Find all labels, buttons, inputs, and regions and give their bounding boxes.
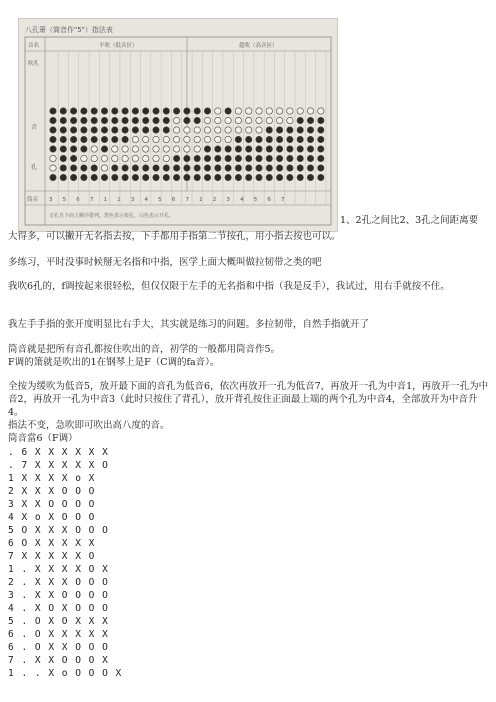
finger-hole-dot bbox=[101, 136, 107, 142]
finger-hole-dot bbox=[143, 136, 149, 142]
finger-hole-dot bbox=[122, 165, 128, 171]
finger-hole-dot bbox=[246, 146, 252, 152]
finger-hole-dot bbox=[307, 127, 313, 133]
finger-hole-dot bbox=[70, 108, 76, 114]
finger-hole-dot bbox=[297, 155, 303, 161]
finger-hole-dot bbox=[225, 146, 231, 152]
finger-hole-dot bbox=[173, 165, 179, 171]
finger-hole-dot bbox=[91, 136, 97, 142]
fingering-line: . 7 X X X X X O bbox=[8, 460, 109, 471]
finger-hole-dot bbox=[215, 165, 221, 171]
finger-hole-dot bbox=[50, 165, 56, 171]
finger-hole-dot bbox=[246, 117, 252, 123]
finger-hole-dot bbox=[60, 127, 66, 133]
finger-hole-dot bbox=[153, 174, 159, 180]
finger-hole-dot bbox=[122, 155, 128, 161]
finger-hole-dot bbox=[204, 117, 210, 123]
finger-hole-dot bbox=[204, 136, 210, 142]
fingering-line: 1 X X X X o X bbox=[8, 473, 96, 484]
finger-hole-dot bbox=[112, 117, 118, 123]
finger-hole-dot bbox=[91, 108, 97, 114]
finger-hole-dot bbox=[132, 108, 138, 114]
finger-hole-dot bbox=[297, 146, 303, 152]
paragraph-4: 我左手手指的张开度明显比右手大，其实就是练习的问题。多拉韧带，自然手指就开了 bbox=[8, 319, 370, 330]
finger-hole-dot bbox=[132, 136, 138, 142]
finger-hole-dot bbox=[101, 117, 107, 123]
finger-hole-dot bbox=[112, 127, 118, 133]
finger-hole-dot bbox=[256, 108, 262, 114]
finger-hole-dot bbox=[287, 117, 293, 123]
finger-hole-dot bbox=[153, 155, 159, 161]
finger-hole-dot bbox=[173, 117, 179, 123]
finger-hole-dot bbox=[132, 117, 138, 123]
fingering-line: 6 . O X X O O O bbox=[8, 642, 109, 653]
finger-hole-dot bbox=[256, 174, 262, 180]
finger-hole-dot bbox=[266, 165, 272, 171]
finger-hole-dot bbox=[204, 146, 210, 152]
finger-hole-dot bbox=[297, 174, 303, 180]
paragraph-5a: 筒音就是把所有音孔都按住吹出的音，初学的一般都用筒音作5。 bbox=[8, 344, 281, 355]
finger-hole-dot bbox=[70, 165, 76, 171]
finger-hole-dot bbox=[163, 165, 169, 171]
finger-hole-dot bbox=[246, 108, 252, 114]
finger-hole-dot bbox=[101, 108, 107, 114]
finger-hole-dot bbox=[318, 136, 324, 142]
finger-hole-dot bbox=[225, 165, 231, 171]
finger-hole-dot bbox=[256, 117, 262, 123]
finger-hole-dot bbox=[163, 155, 169, 161]
finger-hole-dot bbox=[225, 127, 231, 133]
finger-hole-dot bbox=[266, 136, 272, 142]
finger-hole-dot bbox=[122, 174, 128, 180]
finger-hole-dot bbox=[246, 174, 252, 180]
finger-hole-dot bbox=[266, 155, 272, 161]
finger-hole-dot bbox=[246, 127, 252, 133]
chart-left-label-0: 吹孔 bbox=[28, 61, 40, 67]
finger-hole-dot bbox=[143, 146, 149, 152]
fingering-chart-photo bbox=[18, 18, 338, 232]
finger-hole-dot bbox=[194, 165, 200, 171]
finger-hole-dot bbox=[235, 146, 241, 152]
chart-left-label-2: 孔 bbox=[31, 164, 38, 171]
finger-hole-dot bbox=[91, 174, 97, 180]
finger-hole-dot bbox=[287, 127, 293, 133]
finger-hole-dot bbox=[184, 174, 190, 180]
finger-hole-dot bbox=[246, 155, 252, 161]
finger-hole-dot bbox=[70, 136, 76, 142]
finger-hole-dot bbox=[184, 136, 190, 142]
finger-hole-dot bbox=[184, 146, 190, 152]
finger-hole-dot bbox=[194, 117, 200, 123]
chart-title: 八孔箫（筒音作"5"）指法表 bbox=[25, 26, 113, 34]
finger-hole-dot bbox=[143, 155, 149, 161]
finger-hole-dot bbox=[81, 127, 87, 133]
finger-hole-dot bbox=[122, 136, 128, 142]
finger-hole-dot bbox=[194, 108, 200, 114]
finger-hole-dot bbox=[318, 146, 324, 152]
finger-hole-dot bbox=[266, 117, 272, 123]
finger-hole-dot bbox=[112, 108, 118, 114]
finger-hole-dot bbox=[276, 127, 282, 133]
finger-hole-dot bbox=[91, 127, 97, 133]
fingering-line: 3 X X O O O O bbox=[8, 499, 96, 510]
finger-hole-dot bbox=[60, 146, 66, 152]
finger-hole-dot bbox=[318, 108, 324, 114]
paragraph-1-right: 1、2孔之间比2、3孔之间距离要 bbox=[340, 215, 479, 226]
finger-hole-dot bbox=[60, 155, 66, 161]
finger-hole-dot bbox=[81, 174, 87, 180]
finger-hole-dot bbox=[60, 136, 66, 142]
finger-hole-dot bbox=[256, 136, 262, 142]
finger-hole-dot bbox=[163, 108, 169, 114]
finger-hole-dot bbox=[91, 155, 97, 161]
finger-hole-dot bbox=[163, 117, 169, 123]
finger-hole-dot bbox=[184, 108, 190, 114]
finger-hole-dot bbox=[101, 127, 107, 133]
finger-hole-dot bbox=[225, 108, 231, 114]
finger-hole-dot bbox=[122, 146, 128, 152]
finger-hole-dot bbox=[163, 174, 169, 180]
finger-hole-dot bbox=[173, 146, 179, 152]
finger-hole-dot bbox=[184, 165, 190, 171]
finger-hole-dot bbox=[204, 155, 210, 161]
fingering-chart-image bbox=[19, 19, 337, 231]
finger-hole-dot bbox=[215, 155, 221, 161]
chart-bottom-digits: 3 5 6 7 1 2 3 4 5 6 7 1 2 3 4 5 6 7 bbox=[49, 197, 289, 203]
finger-hole-dot bbox=[50, 174, 56, 180]
finger-hole-dot bbox=[173, 155, 179, 161]
finger-hole-dot bbox=[163, 146, 169, 152]
finger-hole-dot bbox=[70, 155, 76, 161]
finger-hole-dot bbox=[287, 155, 293, 161]
chart-note: 音孔自下而上顺序排列，黑色表示按孔，白色表示开孔。 bbox=[49, 213, 175, 219]
finger-hole-dot bbox=[143, 127, 149, 133]
paragraph-7: 指法不变，急吹即可吹出高八度的音。 bbox=[8, 420, 170, 431]
finger-hole-dot bbox=[235, 127, 241, 133]
finger-hole-dot bbox=[276, 146, 282, 152]
finger-hole-dot bbox=[132, 174, 138, 180]
fingering-line: 4 . X O X O O O bbox=[8, 603, 109, 614]
finger-hole-dot bbox=[184, 117, 190, 123]
fingering-line: 1 . X X X X O X bbox=[8, 564, 109, 575]
finger-hole-dot bbox=[70, 117, 76, 123]
finger-hole-dot bbox=[122, 108, 128, 114]
finger-hole-dot bbox=[153, 136, 159, 142]
finger-hole-dot bbox=[50, 155, 56, 161]
finger-hole-dot bbox=[318, 174, 324, 180]
finger-hole-dot bbox=[50, 136, 56, 142]
finger-hole-dot bbox=[132, 165, 138, 171]
finger-hole-dot bbox=[153, 146, 159, 152]
finger-hole-dot bbox=[256, 146, 262, 152]
finger-hole-dot bbox=[184, 155, 190, 161]
finger-hole-dot bbox=[287, 174, 293, 180]
finger-hole-dot bbox=[225, 174, 231, 180]
finger-hole-dot bbox=[194, 136, 200, 142]
finger-hole-dot bbox=[101, 155, 107, 161]
paragraph-2: 多练习，平时没事时候掰无名指和中指，医学上面大概叫做拉韧带之类的吧 bbox=[8, 257, 322, 268]
finger-hole-dot bbox=[276, 155, 282, 161]
finger-hole-dot bbox=[101, 174, 107, 180]
finger-hole-dot bbox=[112, 174, 118, 180]
finger-hole-dot bbox=[318, 155, 324, 161]
finger-hole-dot bbox=[101, 146, 107, 152]
finger-hole-dot bbox=[307, 117, 313, 123]
paragraph-3: 我吹6孔的，f调按起来很轻松，但仅仅限于左手的无名指和中指（我是反手），我试过，用右手就按不住。 bbox=[8, 281, 450, 292]
finger-hole-dot bbox=[276, 136, 282, 142]
finger-hole-dot bbox=[225, 117, 231, 123]
finger-hole-dot bbox=[235, 174, 241, 180]
finger-hole-dot bbox=[297, 136, 303, 142]
finger-hole-dot bbox=[307, 136, 313, 142]
finger-hole-dot bbox=[215, 146, 221, 152]
finger-hole-dot bbox=[204, 108, 210, 114]
finger-hole-dot bbox=[122, 127, 128, 133]
fingering-line: 6 . O X X X X X bbox=[8, 629, 109, 640]
finger-hole-dot bbox=[204, 127, 210, 133]
chart-header-2: 超吹（高音区） bbox=[239, 43, 278, 49]
finger-hole-dot bbox=[91, 165, 97, 171]
finger-hole-dot bbox=[266, 127, 272, 133]
finger-hole-dot bbox=[143, 108, 149, 114]
paragraph-1-cont: 大得多，可以撇开无名指去按，下手都用手指第二节按孔，用小指去按也可以。 bbox=[8, 231, 341, 242]
finger-hole-dot bbox=[307, 174, 313, 180]
finger-hole-dot bbox=[287, 146, 293, 152]
finger-hole-dot bbox=[287, 136, 293, 142]
finger-hole-dot bbox=[153, 117, 159, 123]
finger-hole-dot bbox=[112, 165, 118, 171]
finger-hole-dot bbox=[81, 146, 87, 152]
fingering-line: 2 X X X O O O bbox=[8, 486, 96, 497]
finger-hole-dot bbox=[60, 108, 66, 114]
finger-hole-dot bbox=[215, 117, 221, 123]
chart-header-0: 音名 bbox=[28, 43, 40, 49]
finger-hole-dot bbox=[50, 146, 56, 152]
finger-hole-dot bbox=[318, 127, 324, 133]
finger-hole-dot bbox=[318, 165, 324, 171]
finger-hole-dot bbox=[163, 136, 169, 142]
fingering-line: 2 . X X X O O O bbox=[8, 577, 109, 588]
finger-hole-dot bbox=[246, 136, 252, 142]
finger-hole-dot bbox=[173, 127, 179, 133]
finger-hole-dot bbox=[91, 146, 97, 152]
paragraph-8: 筒音當6（F调） bbox=[8, 433, 78, 444]
finger-hole-dot bbox=[215, 127, 221, 133]
finger-hole-dot bbox=[307, 165, 313, 171]
finger-hole-dot bbox=[256, 165, 262, 171]
finger-hole-dot bbox=[132, 127, 138, 133]
finger-hole-dot bbox=[225, 136, 231, 142]
finger-hole-dot bbox=[153, 127, 159, 133]
finger-hole-dot bbox=[173, 136, 179, 142]
finger-hole-dot bbox=[235, 165, 241, 171]
finger-hole-dot bbox=[235, 136, 241, 142]
finger-hole-dot bbox=[204, 174, 210, 180]
finger-hole-dot bbox=[276, 108, 282, 114]
finger-hole-dot bbox=[163, 127, 169, 133]
finger-hole-dot bbox=[297, 108, 303, 114]
finger-hole-dot bbox=[143, 165, 149, 171]
finger-hole-dot bbox=[307, 146, 313, 152]
finger-hole-dot bbox=[112, 155, 118, 161]
finger-hole-dot bbox=[307, 108, 313, 114]
finger-hole-dot bbox=[276, 117, 282, 123]
finger-hole-dot bbox=[91, 117, 97, 123]
finger-hole-dot bbox=[70, 146, 76, 152]
finger-hole-dot bbox=[81, 165, 87, 171]
finger-hole-dot bbox=[215, 174, 221, 180]
finger-hole-dot bbox=[194, 127, 200, 133]
finger-hole-dot bbox=[101, 165, 107, 171]
chart-header-1: 平吹（低音区） bbox=[99, 43, 138, 49]
finger-hole-dot bbox=[50, 108, 56, 114]
finger-hole-dot bbox=[287, 165, 293, 171]
fingering-line: 1 . . X o O O O X bbox=[8, 668, 123, 679]
finger-hole-dot bbox=[143, 117, 149, 123]
fingering-line: . 6 X X X X X X bbox=[8, 447, 109, 458]
finger-hole-dot bbox=[287, 108, 293, 114]
finger-hole-dot bbox=[194, 146, 200, 152]
finger-hole-dot bbox=[132, 155, 138, 161]
fingering-line: 4 X o X O O O bbox=[8, 512, 96, 523]
finger-hole-dot bbox=[297, 117, 303, 123]
chart-left-label-1: 音 bbox=[31, 124, 38, 131]
fingering-line: 5 O X X X O O O bbox=[8, 525, 109, 536]
fingering-line: 6 O X X X X X bbox=[8, 538, 96, 549]
finger-hole-dot bbox=[235, 117, 241, 123]
finger-hole-dot bbox=[60, 174, 66, 180]
fingering-line: 7 X X X X X O bbox=[8, 551, 96, 562]
finger-hole-dot bbox=[184, 127, 190, 133]
finger-hole-dot bbox=[297, 127, 303, 133]
finger-hole-dot bbox=[112, 136, 118, 142]
finger-hole-dot bbox=[173, 108, 179, 114]
finger-hole-dot bbox=[50, 117, 56, 123]
paragraph-6: 全按为缓吹为低音5，放开最下面的音孔为低音6，依次再放开一孔为低音7，再放开一孔为中音1，再放开一孔为中音2，再放开一孔为中音3（此时只按住了背孔），放开背孔按住正面最上端的两个孔为中音4，全部放开为中音升4。 bbox=[8, 381, 489, 418]
finger-hole-dot bbox=[246, 165, 252, 171]
finger-hole-dot bbox=[266, 108, 272, 114]
finger-hole-dot bbox=[70, 127, 76, 133]
finger-hole-dot bbox=[132, 146, 138, 152]
finger-hole-dot bbox=[266, 174, 272, 180]
finger-hole-dot bbox=[194, 174, 200, 180]
finger-hole-dot bbox=[276, 165, 282, 171]
finger-hole-dot bbox=[256, 127, 262, 133]
finger-hole-dot bbox=[256, 155, 262, 161]
chart-bottom-label: 筒音 bbox=[27, 197, 39, 203]
finger-hole-dot bbox=[70, 174, 76, 180]
fingering-line: 5 . O X O X X X bbox=[8, 616, 109, 627]
finger-hole-dot bbox=[50, 127, 56, 133]
finger-hole-dot bbox=[153, 165, 159, 171]
finger-hole-dot bbox=[276, 174, 282, 180]
finger-hole-dot bbox=[81, 155, 87, 161]
finger-hole-dot bbox=[81, 136, 87, 142]
finger-hole-dot bbox=[112, 146, 118, 152]
finger-hole-dot bbox=[266, 146, 272, 152]
finger-hole-dot bbox=[307, 155, 313, 161]
fingering-line: 7 . X X O O O X bbox=[8, 655, 109, 666]
finger-hole-dot bbox=[215, 108, 221, 114]
finger-hole-dot bbox=[235, 108, 241, 114]
finger-hole-dot bbox=[153, 108, 159, 114]
finger-hole-dot bbox=[215, 136, 221, 142]
finger-hole-dot bbox=[225, 155, 231, 161]
fingering-line: 3 . X X O O O O bbox=[8, 590, 109, 601]
finger-hole-dot bbox=[194, 155, 200, 161]
finger-hole-dot bbox=[81, 117, 87, 123]
finger-hole-dot bbox=[60, 165, 66, 171]
finger-hole-dot bbox=[173, 174, 179, 180]
finger-hole-dot bbox=[122, 117, 128, 123]
finger-hole-dot bbox=[318, 117, 324, 123]
finger-hole-dot bbox=[60, 117, 66, 123]
finger-hole-dot bbox=[143, 174, 149, 180]
paragraph-5b: F调的箫就是吹出的1在钢琴上是F（C调的fa音）。 bbox=[8, 357, 220, 368]
finger-hole-dot bbox=[204, 165, 210, 171]
finger-hole-dot bbox=[235, 155, 241, 161]
finger-hole-dot bbox=[81, 108, 87, 114]
finger-hole-dot bbox=[297, 165, 303, 171]
